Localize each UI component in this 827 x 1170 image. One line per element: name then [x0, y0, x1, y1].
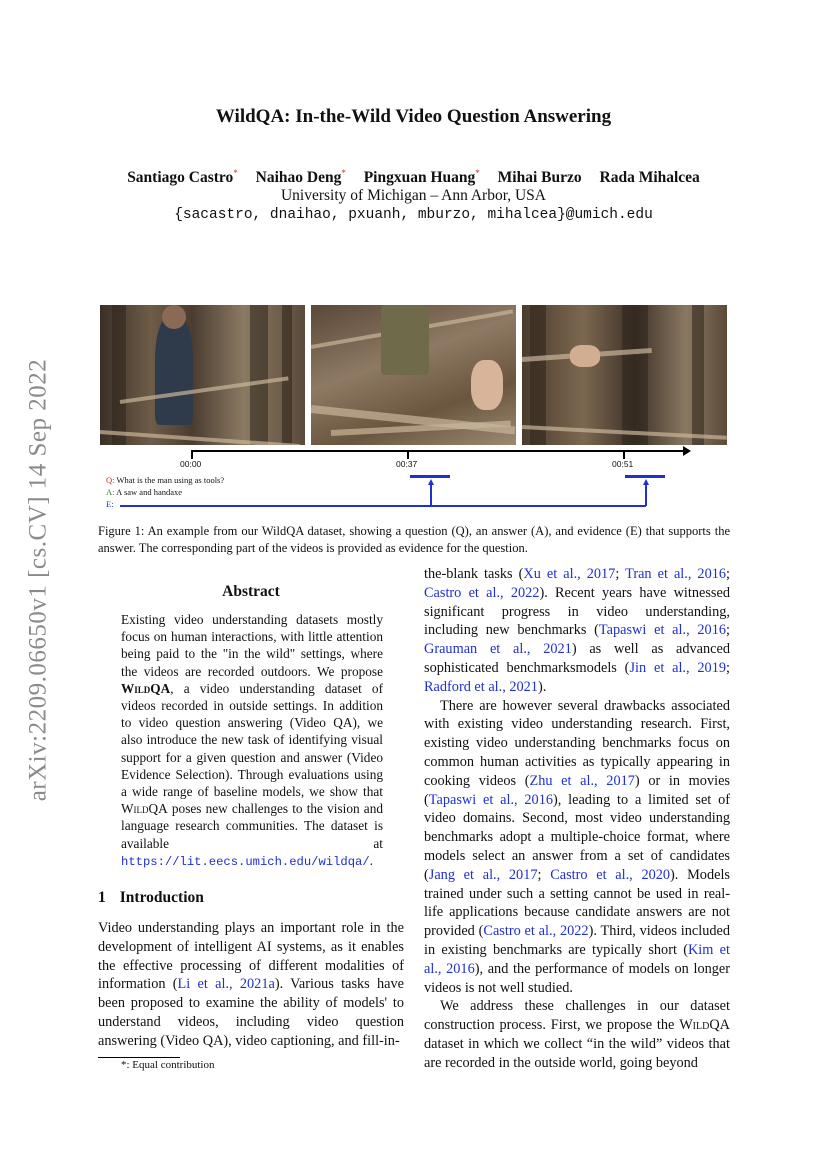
video-frame-2: [311, 305, 516, 445]
affiliation: University of Michigan – Ann Arbor, USA: [280, 187, 546, 204]
evidence-arrow-icon: [643, 479, 649, 485]
author: Rada Mihalcea: [599, 169, 700, 187]
figure-caption: Figure 1: An example from our WildQA dataset, showing a question (Q), an answer (A), and evidence (E) that supports the answer. The corresponding part of the videos is provided as evidence for the question.: [98, 524, 730, 555]
intro-right-column: the-blank tasks (Xu et al., 2017; Tran et al., 2016; Castro et al., 2022). Recent years have witnessed significant progress in video understanding, including new benchmarks (Tapaswi et al., 2016; Grauman et al., 2021) as well as advanced sophisticated benchmarksmodels (Jin et al., 2019; Radford et al., 2021). There are however several drawbacks associated with existing video understanding research. First, existing video understanding benchmarks focus on common human activities as typically appearing in cooking videos (Zhu et al., 2017) or in movies (Tapaswi et al., 2016), leading to a limited set of video domains. Second, most video understanding benchmarks adopt a multiple-choice format, where models select an answer from a set of candidates (Jang et al., 2017; Castro et al., 2020). Models trained under such a setting cannot be used in real-life applications because candidate answers are not provided (Castro et al., 2022). Third, videos included in existing benchmarks are typically short (Kim et al., 2016), and the performance of models on longer videos is not well studied. We address these challenges in our dataset construction process. First, we propose the WildQA dataset in which we collect “in the wild” videos that are recorded in the outside world, going beyond: [424, 566, 731, 1071]
arxiv-side-stamp: [18, 340, 58, 820]
citation-link[interactable]: Castro et al., 2022: [424, 584, 540, 601]
evidence-arrow-icon: [428, 479, 434, 485]
citation-link[interactable]: Grauman et al., 2021: [424, 641, 572, 658]
author: Pingxuan Huang*: [363, 168, 480, 187]
dataset-name: WildQA: [679, 1017, 730, 1034]
citation-link[interactable]: Kim et al., 2016: [424, 941, 730, 977]
footnote-rule: [98, 1057, 180, 1058]
timeline-tick: [191, 451, 193, 459]
dataset-name: WildQA: [121, 680, 171, 696]
citation-link[interactable]: Jang et al., 2017: [428, 866, 538, 883]
timestamp-label: 00:51: [612, 459, 634, 469]
abstract-body: Existing video understanding datasets mostly focus on human interactions, with little attention being paid to the "in the wild" settings, where the videos are recorded outdoors. We propose WildQA, a video understanding dataset of videos recorded in outside settings. In addition to video question answering (Video QA), we also introduce the new task of identifying visual support for a given question and answer (Video Evidence Selection). Through evaluations using a wide range of baseline models, we show that WildQA poses new challenges to the vision and language research communities. The dataset is available at https://lit.eecs.umich.edu/wildqa/.: [121, 612, 383, 869]
citation-link[interactable]: Tran et al., 2016: [625, 566, 727, 582]
citation-link[interactable]: Castro et al., 2022: [483, 923, 589, 940]
man-figure: [155, 315, 193, 425]
evidence-connector: [645, 484, 647, 506]
citation-link[interactable]: Tapaswi et al., 2016: [598, 622, 726, 639]
timeline-tick: [407, 451, 409, 459]
citation-link[interactable]: Radford et al., 2021: [424, 678, 538, 695]
timeline-axis: [191, 450, 687, 452]
abstract-heading: Abstract: [222, 583, 280, 600]
timeline-arrow: [683, 446, 691, 456]
citation-link[interactable]: Castro et al., 2020: [550, 866, 671, 883]
figure-answer: A: A saw and handaxe: [106, 487, 183, 497]
author: Santiago Castro*: [127, 168, 238, 187]
author-list: [0, 168, 827, 187]
citation-link[interactable]: Tapaswi et al., 2016: [428, 791, 553, 808]
figure-question: Q: What is the man using as tools?: [106, 475, 225, 485]
section-heading: 1 Introduction: [98, 889, 204, 906]
evidence-segment: [410, 475, 450, 478]
video-frame-3: [522, 305, 727, 445]
citation-link[interactable]: Xu et al., 2017: [523, 566, 616, 582]
timestamp-label: 00:00: [180, 459, 202, 469]
author: Mihai Burzo: [497, 169, 582, 187]
paper-title: WildQA: In-the-Wild Video Question Answering: [215, 106, 612, 127]
dataset-name: WildQA: [121, 801, 168, 817]
arxiv-identifier: arXiv:2209.06650v1 [cs.CV] 14 Sep 2022: [24, 358, 52, 802]
timestamp-label: 00:37: [396, 459, 418, 469]
figure-evidence: E:: [106, 499, 114, 509]
author-emails: {sacastro, dnaihao, pxuanh, mburzo, mihalcea}@umich.edu: [174, 207, 653, 223]
intro-left-column: Video understanding plays an important role in the development of intelligent AI systems, as it enables the effective processing of different modalities of information (Li et al., 2021a). Various tasks have been proposed to examine the ability of models' to understand videos, including video question answering (Video QA), video captioning, and fill-in-: [98, 920, 405, 1049]
author: Naihao Deng*: [255, 168, 346, 187]
citation-link[interactable]: Li et al., 2021a: [177, 976, 275, 993]
video-frame-1: [100, 305, 305, 445]
evidence-line: [120, 505, 646, 507]
citation-link[interactable]: Zhu et al., 2017: [529, 772, 635, 789]
footnote: *: Equal contribution: [121, 1059, 215, 1071]
citation-link[interactable]: Jin et al., 2019: [629, 659, 727, 676]
evidence-connector: [430, 484, 432, 506]
timeline-tick: [623, 451, 625, 459]
dataset-url-link[interactable]: https://lit.eecs.umich.edu/wildqa/: [121, 854, 370, 869]
evidence-segment: [625, 475, 665, 478]
